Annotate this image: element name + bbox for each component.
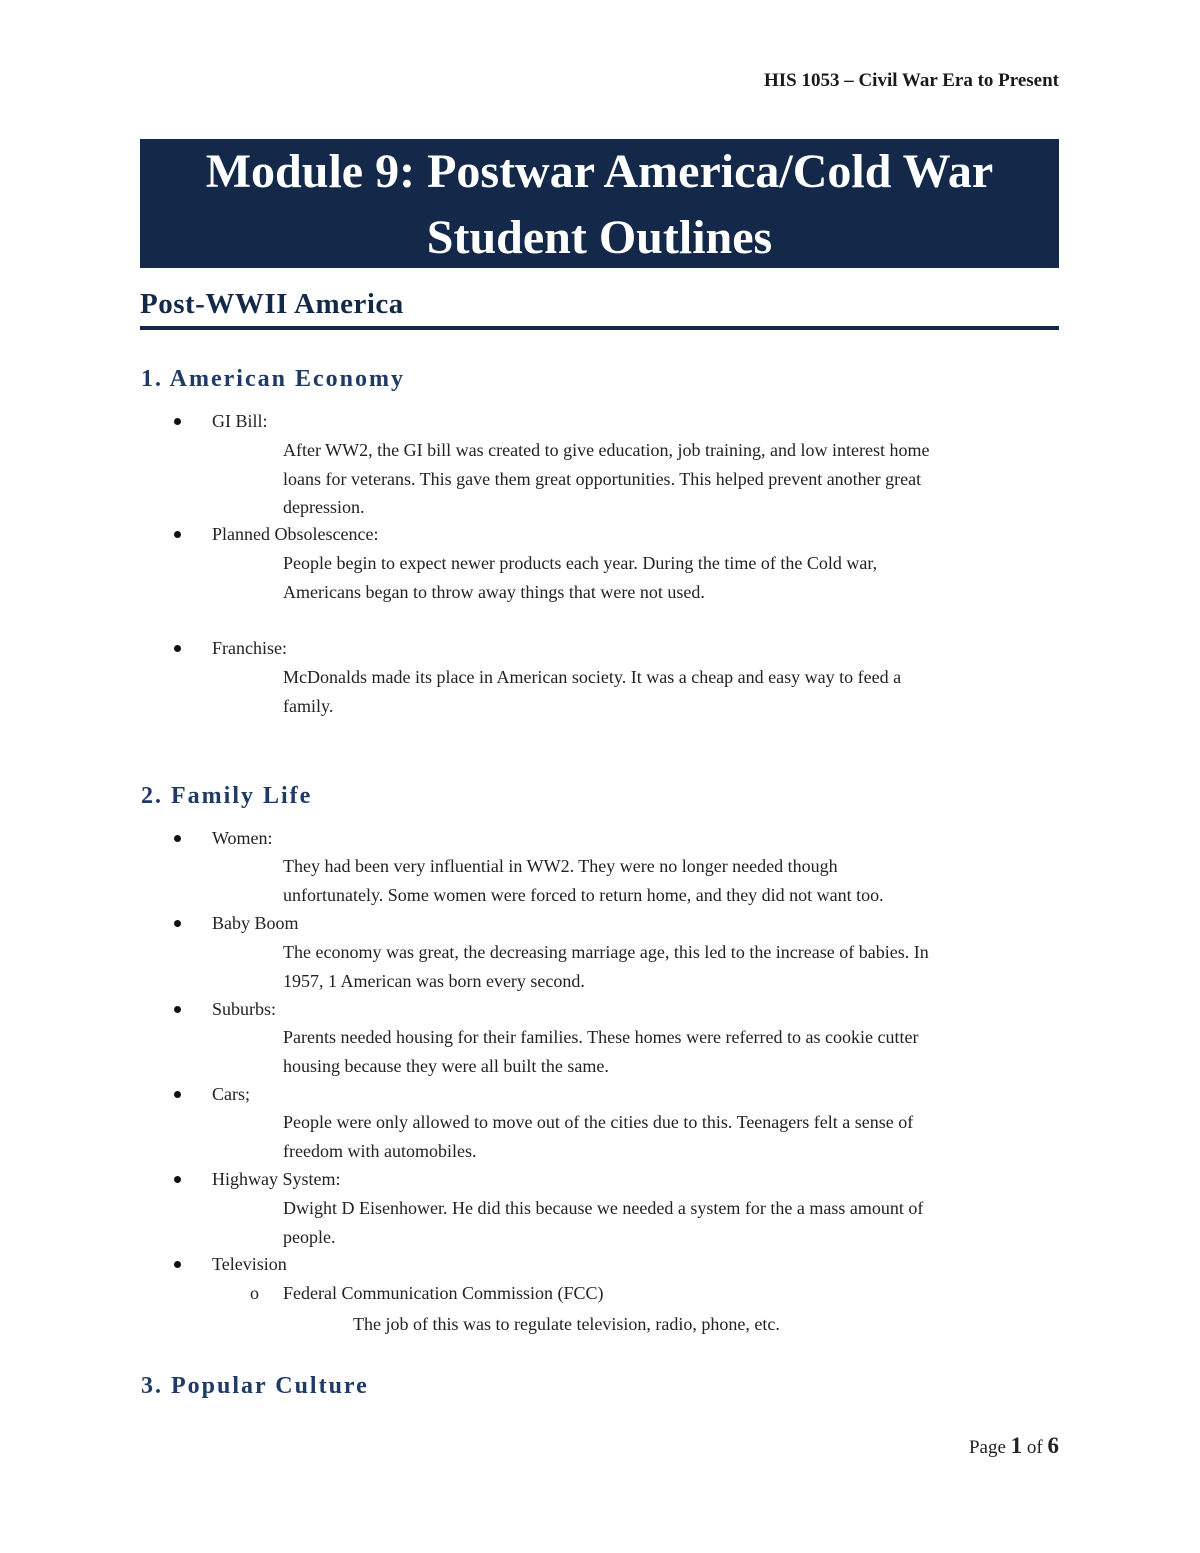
text-line: People were only allowed to move out of the cities due to this. Teenagers felt a sense of [283,1112,914,1132]
bullet-icon [174,1176,181,1183]
text-line: They had been very influential in WW2. They were no longer needed though [283,856,838,876]
section-heading: Post-WWII America [140,286,1059,330]
text-line: The economy was great, the decreasing marriage age, this led to the increase of babies. In [283,942,929,962]
item-description [283,852,1063,909]
item-description [283,938,1063,995]
page-prefix: Page [968,1437,1006,1458]
hollow-bullet-icon: o [250,1283,259,1303]
bullet-icon [174,1006,181,1013]
item-label: Television [212,1254,287,1274]
item-description [283,436,1063,522]
item-label: Cars; [212,1084,250,1104]
subsection-heading-economy: 1. American Economy [141,366,405,392]
text-line: family. [283,695,334,716]
bullet-icon [174,645,181,652]
current-page: 1 [1010,1433,1023,1458]
bullet-icon [174,531,181,538]
text-line: housing because they were all built the same. [283,1055,609,1076]
title-line-1: Module 9: Postwar America/Cold War [205,145,994,198]
subsection-heading-popular-culture: 3. Popular Culture [141,1373,369,1399]
text-line: loans for veterans. This gave them great opportunities. This helped prevent another great [283,468,922,489]
bullet-icon [174,418,181,425]
bullet-icon [174,920,181,927]
text-line: After WW2, the GI bill was created to give education, job training, and low interest home [283,440,930,460]
text-line: Dwight D Eisenhower. He did this because we needed a system for the a mass amount of [283,1198,924,1218]
text-line: unfortunately. Some women were forced to return home, and they did not want too. [283,884,884,905]
item-description [283,663,1063,720]
text-line: freedom with automobiles. [283,1140,477,1161]
bullet-icon [174,835,181,842]
item-description [283,1194,1063,1251]
item-label: Planned Obsolescence: [212,524,379,544]
bullet-icon [174,1261,181,1268]
text-line: Americans began to throw away things that were not used. [283,581,705,602]
item-label: Baby Boom [212,913,299,933]
text-line: People begin to expect newer products each year. During the time of the Cold war, [283,553,878,573]
text-line: people. [283,1226,336,1247]
page-number [969,1433,1059,1459]
text-line: Parents needed housing for their families. These homes were referred to as cookie cutter [283,1027,919,1047]
page-header: HIS 1053 – Civil War Era to Present [763,70,1059,91]
text-line: depression. [283,497,365,517]
title-line-2: Student Outlines [426,211,773,264]
text-line: 1957, 1 American was born every second. [283,970,585,991]
item-label: Suburbs: [212,999,277,1019]
total-pages: 6 [1047,1433,1059,1458]
page-of: of [1026,1437,1043,1458]
title-banner [140,139,1059,268]
sub-item-label: Federal Communication Commission (FCC) [283,1283,604,1303]
subsection-heading-family-life: 2. Family Life [141,783,313,809]
text-line: McDonalds made its place in American society. It was a cheap and easy way to feed a [283,667,902,687]
item-label: Highway System: [212,1169,341,1189]
item-description [283,1108,1063,1165]
item-label: Women: [212,828,273,848]
item-label: GI Bill: [212,411,268,431]
bullet-icon [174,1091,181,1098]
item-description [283,1023,1063,1080]
item-description [283,549,1063,606]
sub-item-description: The job of this was to regulate television, radio, phone, etc. [353,1314,780,1334]
item-label: Franchise: [212,638,287,658]
